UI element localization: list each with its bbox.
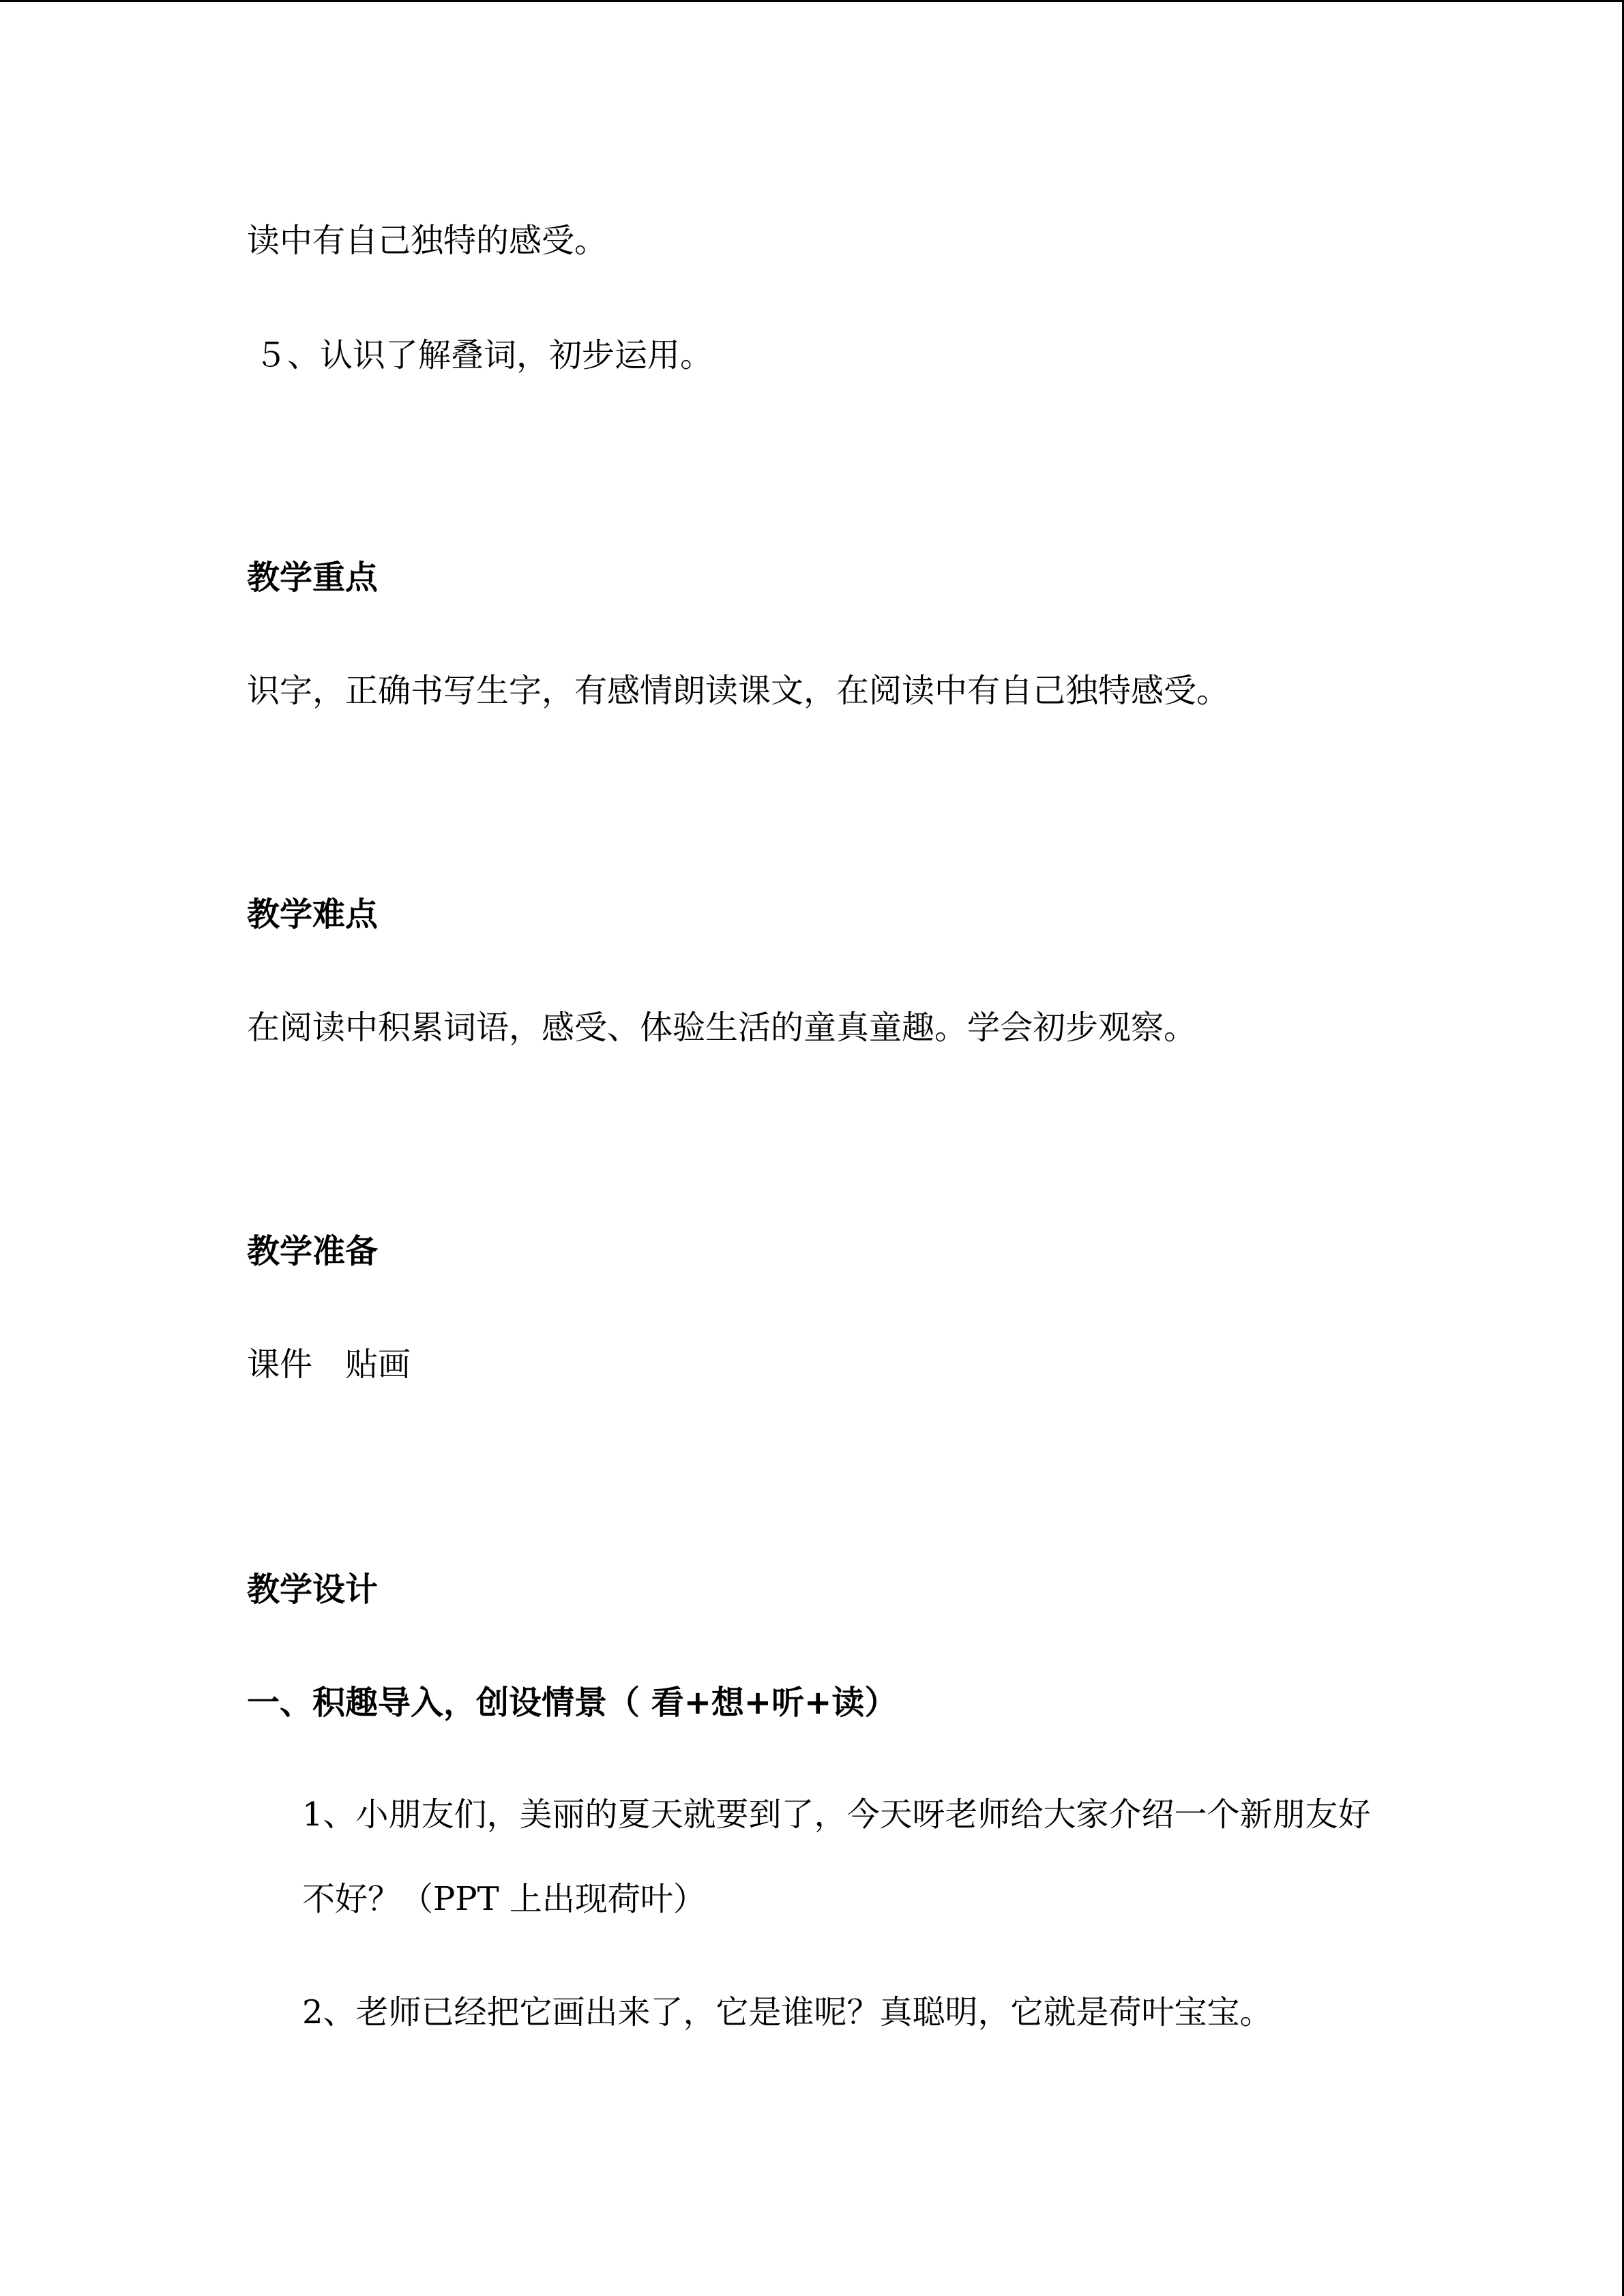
design-heading: 教学设计 [247, 1570, 379, 1609]
preparation-heading: 教学准备 [247, 1232, 379, 1270]
difficulties-heading: 教学难点 [247, 895, 379, 934]
objective-5-text: ５、认识了解叠词，初步运用。 [254, 336, 713, 374]
step-1-line-1: 1、小朋友们，美丽的夏天就要到了，今天呀老师给大家介绍一个新朋友好 [302, 1795, 1371, 1834]
section-1-title: 一、积趣导入，创设情景（ 看+想+听+读） [247, 1684, 898, 1722]
step-1-line-2: 不好？（PPT 上出现荷叶） [302, 1880, 706, 1918]
continuation-text: 读中有自己独特的感受。 [247, 222, 608, 260]
step-2-text: 2、老师已经把它画出来了，它是谁呢？真聪明，它就是荷叶宝宝。 [302, 1993, 1273, 2031]
preparation-content: 课件 贴画 [247, 1345, 411, 1384]
key-points-content: 识字，正确书写生字，有感情朗读课文，在阅读中有自己独特感受。 [247, 672, 1230, 710]
key-points-heading: 教学重点 [247, 558, 379, 597]
difficulties-content: 在阅读中积累词语，感受、体验生活的童真童趣。学会初步观察。 [247, 1009, 1197, 1047]
